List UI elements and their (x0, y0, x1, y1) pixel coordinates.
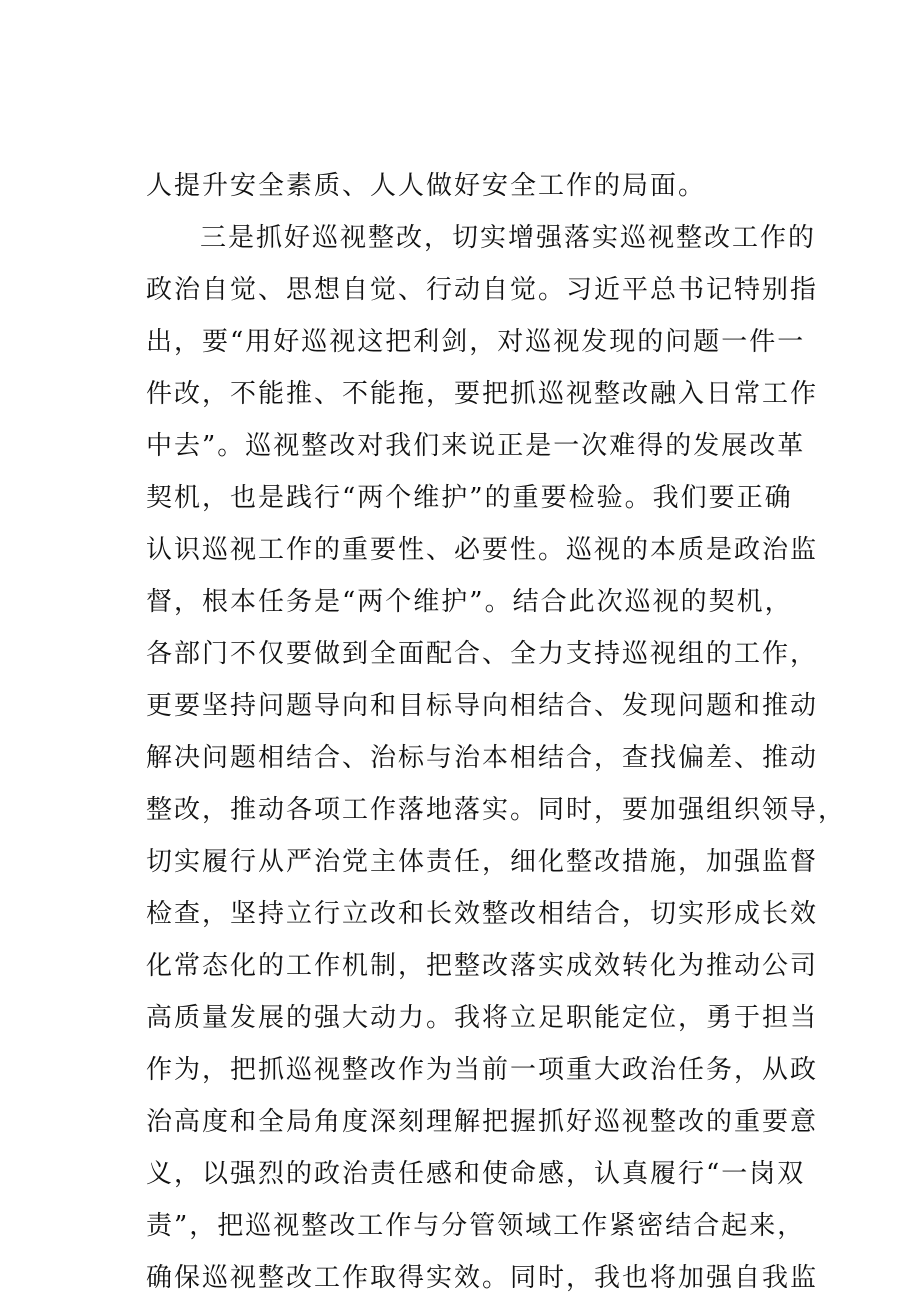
body-text (146, 160, 847, 1304)
text-line-19: 治高度和全局角度深刻理解把握抓好巡视整改的重要意 (146, 1107, 819, 1137)
text-line-8: 认识巡视工作的重要性、必要性。巡视的本质是政治监 (146, 535, 819, 565)
text-line-18: 作为，把抓巡视整改作为当前一项重大政治任务，从政 (146, 1055, 819, 1085)
text-line-21: 责”，把巡视整改工作与分管领域工作紧密结合起来， (146, 1211, 806, 1241)
text-line-12: 解决问题相结合、治标与治本相结合，查找偏差、推动 (146, 743, 819, 773)
text-line-9: 督，根本任务是“两个维护”。结合此次巡视的契机， (146, 587, 793, 617)
text-line-7: 契机，也是践行“两个维护”的重要检验。我们要正确 (146, 483, 793, 513)
text-line-4: 出，要“用好巡视这把利剑，对巡视发现的问题一件一 (146, 327, 806, 357)
text-line-6: 中去”。巡视整改对我们来说正是一次难得的发展改革 (146, 431, 806, 461)
text-line-11: 更要坚持问题导向和目标导向相结合、发现问题和推动 (146, 691, 819, 721)
text-line-17: 高质量发展的强大动力。我将立足职能定位，勇于担当 (146, 1003, 819, 1033)
text-line-14: 切实履行从严治党主体责任，细化整改措施，加强监督 (146, 847, 819, 877)
text-line-3: 政治自觉、思想自觉、行动自觉。习近平总书记特别指 (146, 275, 819, 305)
text-line-13: 整改，推动各项工作落地落实。同时，要加强组织领导， (146, 795, 847, 825)
text-line-22: 确保巡视整改工作取得实效。同时，我也将加强自我监 (146, 1263, 819, 1293)
text-line-15: 检查，坚持立行立改和长效整改相结合，切实形成长效 (146, 899, 819, 929)
text-line-5: 件改，不能推、不能拖，要把抓巡视整改融入日常工作 (146, 379, 819, 409)
text-line-10: 各部门不仅要做到全面配合、全力支持巡视组的工作， (146, 639, 819, 669)
text-line-1: 人提升安全素质、人人做好安全工作的局面。 (146, 171, 707, 201)
paragraph-start-line: 三是抓好巡视整改，切实增强落实巡视整改工作的 (200, 223, 817, 253)
text-line-20: 义，以强烈的政治责任感和使命感，认真履行“一岗双 (146, 1159, 806, 1189)
text-line-16: 化常态化的工作机制，把整改落实成效转化为推动公司 (146, 951, 819, 981)
